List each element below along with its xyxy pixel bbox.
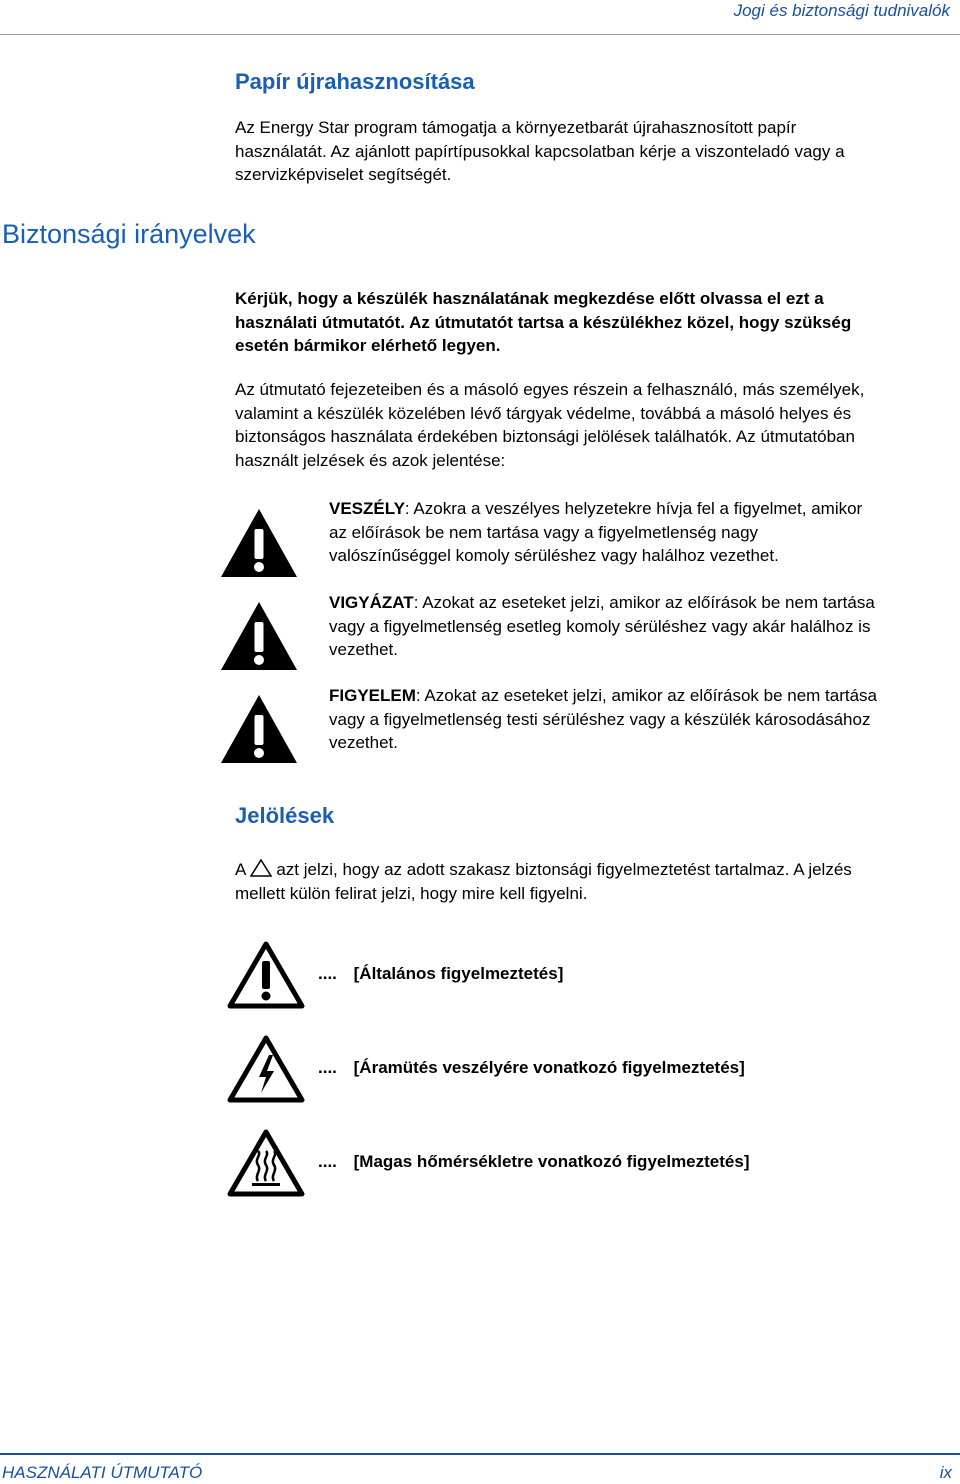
danger-text: az előírások be nem tartása vagy a figyelmetlenség nagy <box>329 522 759 542</box>
safety-bold-paragraph <box>235 287 851 358</box>
safety-intro-paragraph <box>235 378 864 472</box>
footer-manual-title: HASZNÁLATI ÚTMUTATÓ <box>2 1463 203 1482</box>
notice-text: : Azokat az eseteket jelzi, amikor az előírások be nem tartása <box>415 686 878 705</box>
caution-definition <box>329 591 875 662</box>
caution-text: vezethet. <box>329 640 398 659</box>
notice-text: vagy a figyelmetlenség testi sérüléshez vagy a készülék károsodásához <box>329 709 871 729</box>
symbols-line-prefix: A <box>235 860 247 879</box>
safety-side-heading: Biztonsági irányelvek <box>2 219 256 249</box>
caution-text: : Azokat az eseteket jelzi, amikor az előírások be nem tartása <box>413 593 875 612</box>
electric-shock-icon <box>227 1035 305 1103</box>
page-number: ix <box>939 1463 952 1482</box>
danger-text: : Azokra a veszélyes helyzetekre hívja fel a figyelmet, amikor <box>404 499 863 518</box>
symbol-label: [Általános figyelmeztetés] <box>353 964 564 983</box>
safety-bold-line: Kérjük, hogy a készülék használatának megkezdése előtt olvassa el ezt a <box>235 289 824 308</box>
danger-warning-icon <box>219 507 299 579</box>
general-warning-icon <box>227 941 305 1009</box>
symbol-dots: .... <box>318 964 337 983</box>
safety-bold-line: esetén bármikor elérhető legyen. <box>235 336 501 355</box>
caution-warning-icon <box>219 600 299 672</box>
safety-intro-line: biztonságos használata érdekében biztonsági jelölések találhatók. Az útmutatóban <box>235 427 855 446</box>
symbol-label: [Magas hőmérsékletre vonatkozó figyelmeztetés] <box>353 1152 750 1171</box>
header-divider <box>0 34 960 35</box>
recycle-heading: Papír újrahasznosítása <box>235 69 475 94</box>
danger-definition <box>329 497 862 568</box>
safety-intro-line: Az útmutató fejezeteiben és a másoló egyes részein a felhasználó, más személyek, <box>235 380 865 399</box>
symbols-paragraph <box>235 858 852 905</box>
recycle-line: Az Energy Star program támogatja a környezetbarát újrahasznosított papír <box>235 118 797 137</box>
symbol-dots: .... <box>318 1058 337 1077</box>
caution-text: vagy a figyelmetlenség esetleg komoly sérüléshez vagy akár halálhoz is <box>329 616 871 636</box>
recycle-line: szervizképviselet segítségét. <box>235 165 452 184</box>
safety-intro-line: használt jelzések és azok jelentése: <box>235 450 506 470</box>
symbol-dots: .... <box>318 1152 337 1171</box>
danger-text: valószínűséggel komoly sérüléshez vagy halálhoz vezethet. <box>329 546 779 565</box>
running-header: Jogi és biztonsági tudnivalók <box>733 1 950 20</box>
symbol-row-heat <box>318 1151 750 1173</box>
high-temperature-icon <box>227 1129 305 1197</box>
symbol-row-electric <box>318 1057 745 1079</box>
outline-triangle-icon <box>250 859 272 877</box>
symbols-line-text: mellett külön felirat jelzi, hogy mire kell figyelni. <box>235 883 588 903</box>
symbols-line-text: azt jelzi, hogy az adott szakasz biztonsági figyelmeztetést tartalmaz. A jelzés <box>276 860 852 879</box>
caution-term: VIGYÁZAT <box>329 593 414 612</box>
symbols-heading: Jelölések <box>235 803 335 828</box>
symbol-label: [Áramütés veszélyére vonatkozó figyelmeztetés] <box>353 1058 745 1077</box>
danger-term: VESZÉLY <box>329 499 405 518</box>
notice-term: FIGYELEM <box>329 686 416 705</box>
recycle-line: használatát. Az ajánlott papírtípusokkal kapcsolatban kérje a viszonteladó vagy a <box>235 141 845 161</box>
safety-bold-line: használati útmutatót. Az útmutatót tartsa a készülékhez közel, hogy szükség <box>235 312 852 332</box>
recycle-paragraph <box>235 116 845 187</box>
notice-text: vezethet. <box>329 733 398 752</box>
safety-intro-line: valamint a készülék közelében lévő tárgyak védelme, továbbá a másoló helyes és <box>235 403 852 423</box>
notice-definition <box>329 684 877 755</box>
symbol-row-general <box>318 963 563 985</box>
footer-divider <box>0 1453 960 1455</box>
notice-warning-icon <box>219 693 299 765</box>
